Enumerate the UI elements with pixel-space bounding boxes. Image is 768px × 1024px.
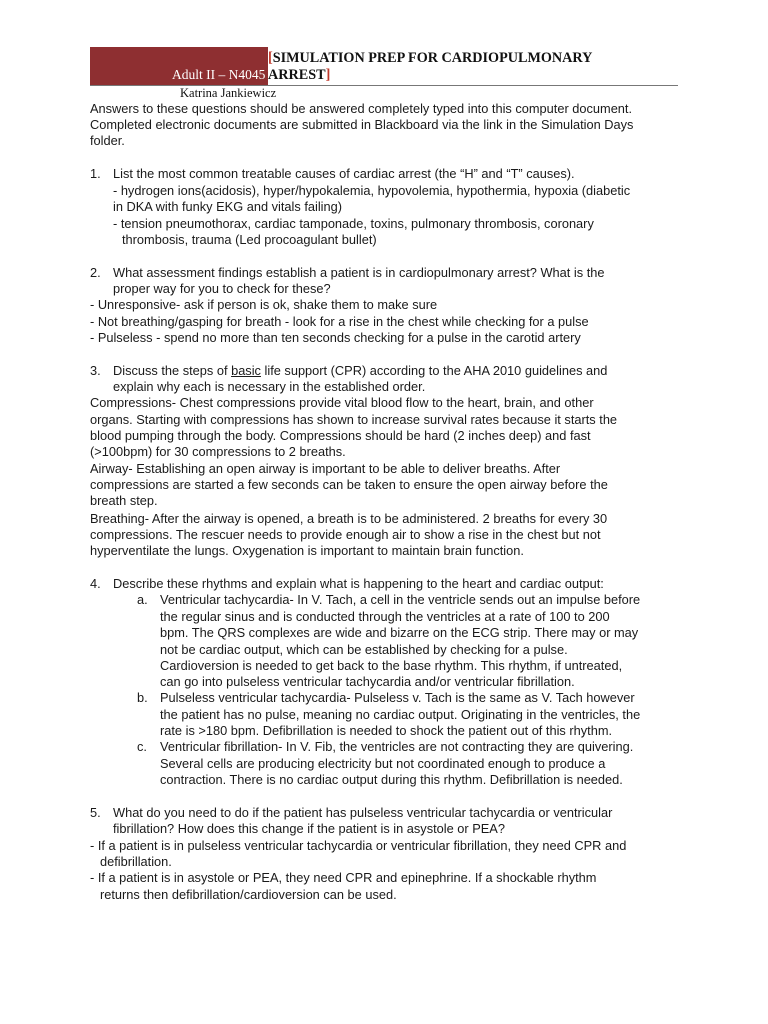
answer-line: hyperventilate the lungs. Oxygenation is important to maintain brain function. — [90, 543, 524, 558]
list-item-line: Ventricular tachycardia- In V. Tach, a cell in the ventricle sends out an impulse before — [160, 592, 641, 607]
list-marker: a. — [137, 592, 148, 607]
question-text: explain why each is necessary in the established order. — [113, 379, 426, 394]
list-marker: c. — [137, 739, 147, 754]
question-text — [113, 363, 607, 379]
answer-line: breath step. — [90, 493, 158, 508]
answer-line: defibrillation. — [100, 854, 172, 869]
answer-line: compressions. The rescuer needs to provide enough air to show a rise in the chest but not — [90, 527, 601, 542]
underlined-term: basic — [231, 363, 261, 378]
answer-line: - tension pneumothorax, cardiac tamponade, toxins, pulmonary thrombosis, coronary — [113, 216, 594, 231]
question-text-part: Discuss the steps of — [113, 363, 232, 378]
answer-line: organs. Starting with compressions has shown to increase survival rates because it starts the — [90, 412, 618, 427]
course-label: Adult II – N4045 — [172, 67, 266, 82]
list-item-line: the regular sinus and is conducted through the ventricles at a rate of 100 to 200 — [160, 609, 610, 624]
header-divider — [90, 85, 678, 86]
question-text: Describe these rhythms and explain what is happening to the heart and cardiac output: — [113, 576, 604, 591]
list-marker: b. — [137, 690, 148, 705]
answer-line: returns then defibrillation/cardioversion can be used. — [100, 887, 397, 902]
document-title-line1 — [268, 50, 592, 67]
question-text: proper way for you to check for these? — [113, 281, 331, 296]
answer-line: - Pulseless - spend no more than ten seconds checking for a pulse in the carotid artery — [90, 330, 581, 345]
title-bracket-open: [ — [268, 50, 273, 66]
answer-line: thrombosis, trauma (Led procoagulant bullet) — [122, 232, 377, 247]
intro-line: folder. — [90, 133, 125, 148]
question-number: 3. — [90, 363, 101, 378]
intro-line: Completed electronic documents are submitted in Blackboard via the link in the Simulation Days — [90, 117, 634, 132]
list-item-line: rate is >180 bpm. Defibrillation is needed to shock the patient out of this rhythm. — [160, 723, 613, 738]
question-text: List the most common treatable causes of cardiac arrest (the “H” and “T” causes). — [113, 166, 575, 181]
answer-line: blood pumping through the body. Compressions should be hard (2 inches deep) and fast — [90, 428, 591, 443]
document-title-line2 — [268, 67, 330, 84]
question-text: What do you need to do if the patient has pulseless ventricular tachycardia or ventricular — [113, 805, 613, 820]
answer-line: compressions are started a few seconds can be taken to ensure the open airway before the — [90, 477, 608, 492]
answer-line: Airway- Establishing an open airway is important to be able to deliver breaths. After — [90, 461, 561, 476]
question-text: What assessment findings establish a patient is in cardiopulmonary arrest? What is the — [113, 265, 605, 280]
question-number: 4. — [90, 576, 101, 591]
list-item-line: can go into pulseless ventricular tachycardia and/or ventricular fibrillation. — [160, 674, 575, 689]
list-item-line: Several cells are producing electricity but not coordinated enough to produce a — [160, 756, 606, 771]
answer-line: (>100bpm) for 30 compressions to 2 breaths. — [90, 444, 346, 459]
list-item-line: not be cardiac output, which can be established by checking for a pulse. — [160, 642, 568, 657]
list-item-line: bpm. The QRS complexes are wide and bizarre on the ECG strip. There may or may — [160, 625, 639, 640]
title-bracket-close: ] — [325, 67, 331, 83]
answer-line: - If a patient is in asystole or PEA, they need CPR and epinephrine. If a shockable rhythm — [90, 870, 597, 885]
list-item-line: the patient has no pulse, meaning no cardiac output. Originating in the ventricles, the — [160, 707, 641, 722]
answer-line: - hydrogen ions(acidosis), hyper/hypokalemia, hypovolemia, hypothermia, hypoxia (diabetic — [113, 183, 631, 198]
answer-line: in DKA with funky EKG and vitals failing) — [113, 199, 343, 214]
question-number: 2. — [90, 265, 101, 280]
title-text-line1: SIMULATION PREP FOR CARDIOPULMONARY — [272, 50, 593, 66]
title-text-line2: ARREST — [268, 67, 326, 83]
answer-line: - Unresponsive- ask if person is ok, shake them to make sure — [90, 297, 438, 312]
answer-line: - If a patient is in pulseless ventricular tachycardia or ventricular fibrillation, they need CPR and — [90, 838, 627, 853]
answer-line: - Not breathing/gasping for breath - look for a rise in the chest while checking for a pulse — [90, 314, 589, 329]
list-item-line: Pulseless ventricular tachycardia- Pulseless v. Tach is the same as V. Tach however — [160, 690, 635, 705]
question-number: 5. — [90, 805, 101, 820]
list-item-line: Cardioversion is needed to get back to the base rhythm. This rhythm, if untreated, — [160, 658, 623, 673]
question-text-part: life support (CPR) according to the AHA 2010 guidelines and — [260, 363, 608, 378]
answer-line: Compressions- Chest compressions provide vital blood flow to the heart, brain, and other — [90, 395, 594, 410]
answer-line: Breathing- After the airway is opened, a breath is to be administered. 2 breaths for every 30 — [90, 511, 608, 526]
question-number: 1. — [90, 166, 101, 181]
list-item-line: contraction. There is no cardiac output during this rhythm. Defibrillation is needed. — [160, 772, 623, 787]
question-text: fibrillation? How does this change if the patient is in asystole or PEA? — [113, 821, 505, 836]
author-name: Katrina Jankiewicz — [180, 86, 277, 100]
list-item-line: Ventricular fibrillation- In V. Fib, the ventricles are not contracting they are quivering. — [160, 739, 634, 754]
intro-line: Answers to these questions should be answered completely typed into this computer document. — [90, 101, 633, 116]
